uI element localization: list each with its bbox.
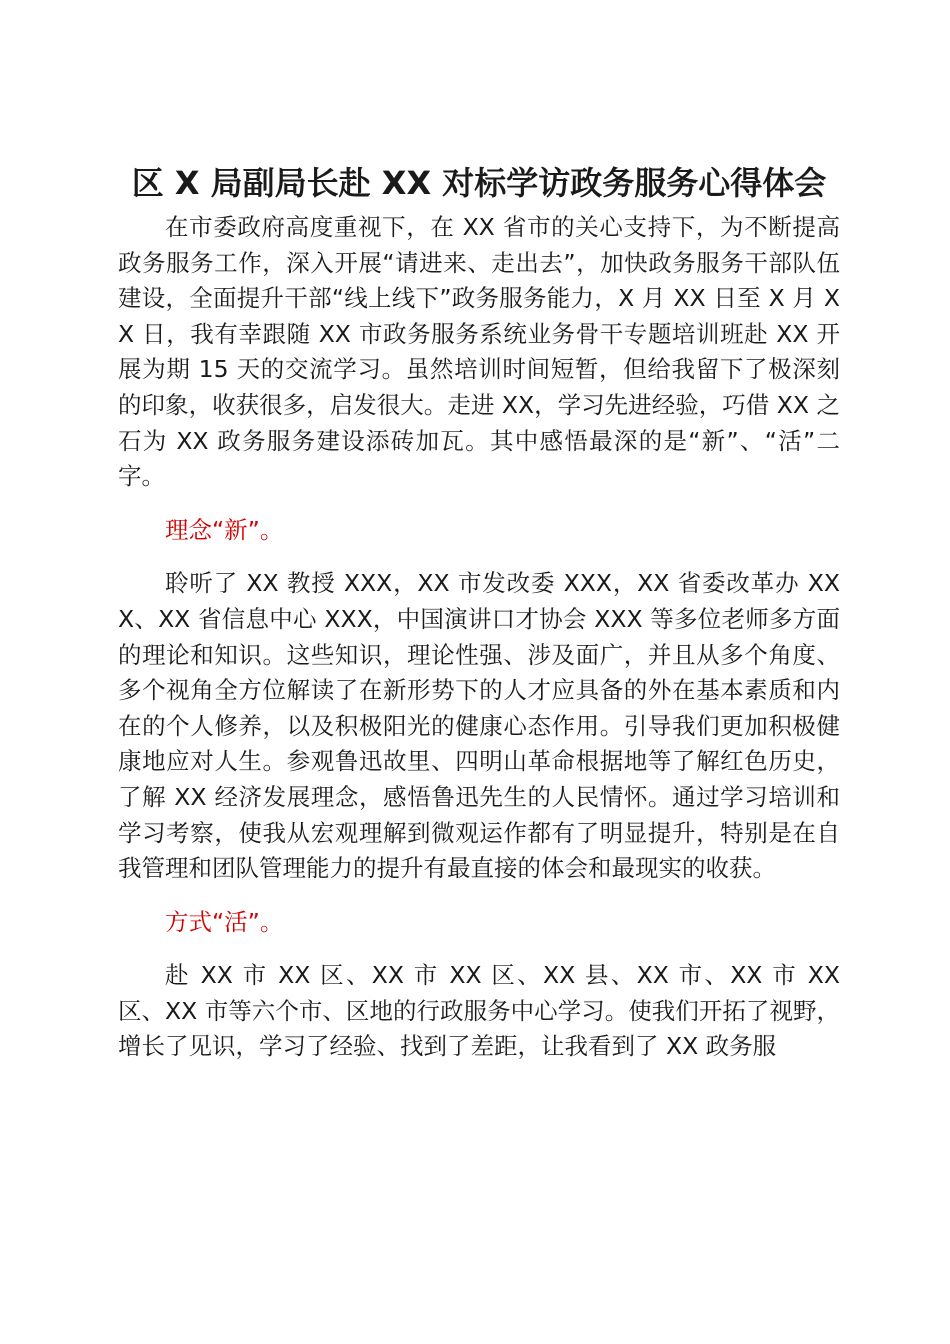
body-paragraph-intro: 在市委政府高度重视下，在 XX 省市的关心支持下，为不断提高政务服务工作，深入开展“请进来、走出去”，加快政务服务干部队伍建设，全面提升干部“线上线下”政务服务能力，X 月 XX 日至 X 月 XX 日，我有幸跟随 XX 市政务服务系统业务骨干专题培训班赴 XX 开展为期 15 天的交流学习。虽然培训时间短暂，但给我留下了极深刻的印象，收获很多，启发很大。走进 XX，学习先进经验，巧借 XX 之石为 XX 政务服务建设添砖加瓦。其中感悟最深的是“新”、“活”二字。 xyxy=(118,213,840,491)
section-heading-concept: 理念“新”。 xyxy=(165,515,284,544)
body-paragraph-concept: 聆听了 XX 教授 XXX，XX 市发改委 XXX，XX 省委改革办 XXX、XX 省信息中心 XXX，中国演讲口才协会 XXX 等多位老师多方面的理论和知识。这些知识，理论性强、涉及面广，并且从多个角度、多个视角全方位解读了在新形势下的人才应具备的外在基本素质和内在的个人修养，以及积极阳光的健康心态作用。引导我们更加积极健康地应对人生。参观鲁迅故里、四明山革命根据地等了解红色历史，了解 XX 经济发展理念，感悟鲁迅先生的人民情怀。通过学习培训和学习考察，使我从宏观理解到微观运作都有了明显提升，特别是在自我管理和团队管理能力的提升有最直接的体会和最现实的收获。 xyxy=(118,569,840,883)
document-title: 区 X 局副局长赴 XX 对标学访政务服务心得体会 xyxy=(131,164,827,202)
section-heading-method: 方式“活”。 xyxy=(165,907,284,936)
document-page xyxy=(118,160,840,1065)
body-paragraph-method: 赴 XX 市 XX 区、XX 市 XX 区、XX 县、XX 市、XX 市 XX 区、XX 市等六个市、区地的行政服务中心学习。使我们开拓了视野，增长了见识，学习了经验、找到了差距，让我看到了 XX 政务服 xyxy=(118,961,840,1061)
